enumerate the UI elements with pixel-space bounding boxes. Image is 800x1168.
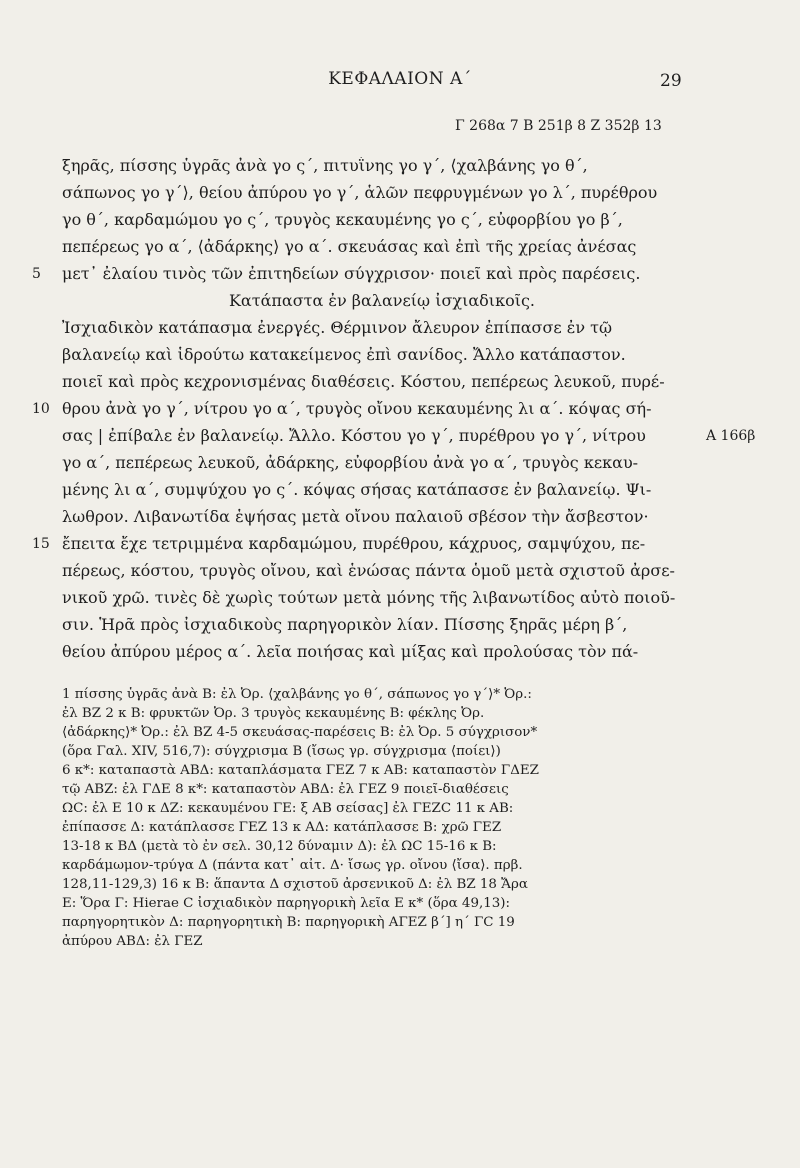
page-number: 29: [660, 71, 682, 91]
apparatus-line: ἀπύρου ΑΒΔ: ἐλ ΓΕΖ: [62, 934, 203, 949]
running-head-title: ΚΕΦΑΛΑΙΟΝ Α΄: [328, 69, 472, 89]
text-line: γο θ΄, καρδαμώμου γο ς΄, τρυγὸς κεκαυμένης γο ς΄, εὐφορβίου γο β΄,: [62, 211, 623, 229]
apparatus-line: 6 κ*: καταπαστὰ ΑΒΔ: καταπλάσματα ΓΕΖ 7 κ ΑΒ: καταπαστὸν ΓΔΕΖ: [62, 763, 539, 778]
text-line: πεπέρεως γο α΄, ⟨ἀδάρκης⟩ γο α΄. σκευάσας καὶ ἐπὶ τῆς χρείας ἀνέσας: [62, 238, 637, 256]
text-line: σάπωνος γο γ΄⟩, θείου ἀπύρου γο γ΄, ἁλῶν πεφρυγμένων γο λ΄, πυρέθρου: [62, 184, 658, 202]
line-number-5: 5: [32, 266, 41, 282]
apparatus-line: 13-18 κ ΒΔ (μετὰ τὸ ἐν σελ. 30,12 δύναμιν Δ): ἐλ ΩC 15-16 κ Β:: [62, 839, 497, 854]
apparatus-line: τῷ ΑΒΖ: ἐλ ΓΔΕ 8 κ*: καταπαστὸν ΑΒΔ: ἐλ ΓΕΖ 9 ποιεῖ-διαθέσεις: [62, 782, 509, 797]
line-number-15: 15: [32, 536, 50, 552]
apparatus-line: καρδάμωμον-τρύγα Δ (πάντα κατ᾽ αἰτ. Δ· ἴσως γρ. οἴνου ⟨ἴσα⟩. πρβ.: [62, 858, 523, 873]
apparatus-line: ἐλ ΒΖ 2 κ Β: φρυκτῶν Ὀρ. 3 τρυγὸς κεκαυμένης Β: φέκλης Ὀρ.: [62, 706, 485, 721]
apparatus-line: 1 πίσσης ὑγρᾶς ἀνὰ Β: ἐλ Ὀρ. ⟨χαλβάνης γο θ΄, σάπωνος γο γ΄⟩* Ὀρ.:: [62, 687, 532, 702]
section-heading: Κατάπαστα ἐν βαλανείῳ ἰσχιαδικοῖς.: [228, 292, 536, 310]
text-line: βαλανείῳ καὶ ἱδρούτω κατακείμενος ἐπὶ σανίδος. Ἄλλο κατάπαστον.: [62, 346, 626, 364]
apparatus-line: παρηγορητικὸν Δ: παρηγορητικὴ Β: παρηγορικὴ ΑΓΕΖ β΄] η΄ ΓC 19: [62, 915, 515, 930]
text-line: νικοῦ χρῶ. τινὲς δὲ χωρὶς τούτων μετὰ μόνης τῆς λιβανωτίδος αὐτὸ ποιοῦ-: [62, 589, 676, 607]
apparatus-line: 128,11-129,3) 16 κ Β: ἅπαντα Δ σχιστοῦ ἀρσενικοῦ Δ: ἐλ ΒΖ 18 Ἄρα: [62, 877, 528, 892]
apparatus-line: (ὅρα Γαλ. XIV, 516,7): σύγχρισμα Β (ἴσως γρ. σύγχρισμα ⟨ποίει⟩): [62, 744, 501, 759]
text-line: ξηρᾶς, πίσσης ὑγρᾶς ἀνὰ γο ς΄, πιτυΐνης γο γ΄, ⟨χαλβάνης γο θ΄,: [62, 157, 588, 175]
text-line: σιν. Ἡρᾶ πρὸς ἰσχιαδικοὺς παρηγορικὸν λίαν. Πίσσης ξηρᾶς μέρη β΄,: [62, 616, 628, 634]
apparatus-line: ἐπίπασσε Δ: κατάπλασσε ΓΕΖ 13 κ ΑΔ: κατάπλασσε Β: χρῶ ΓΕΖ: [62, 820, 502, 835]
text-line: Ἰσχιαδικὸν κατάπασμα ἐνεργές. Θέρμινον ἄλευρον ἐπίπασσε ἐν τῷ: [62, 319, 613, 337]
apparatus-line: ⟨ἀδάρκης⟩* Ὀρ.: ἐλ ΒΖ 4-5 σκευάσας-παρέσεις Β: ἐλ Ὀρ. 5 σύγχρισον*: [62, 725, 538, 740]
text-line: θείου ἀπύρου μέρος α΄. λεῖα ποιήσας καὶ μίξας καὶ προλούσας τὸν πά-: [62, 643, 639, 661]
margin-manuscript-ref: Α 166β: [706, 428, 756, 444]
text-line: μετ᾽ ἐλαίου τινὸς τῶν ἐπιτηδείων σύγχρισον· ποιεῖ καὶ πρὸς παρέσεις.: [62, 265, 641, 283]
manuscript-references: Γ 268α 7 Β 251β 8 Ζ 352β 13: [455, 118, 662, 134]
text-line: γο α΄, πεπέρεως λευκοῦ, ἀδάρκης, εὐφορβίου ἀνὰ γο α΄, τρυγὸς κεκαυ-: [62, 454, 639, 472]
text-line: λωθρον. Λιβανωτίδα ἑψήσας μετὰ οἴνου παλαιοῦ σβέσον τὴν ἄσβεστον·: [62, 508, 649, 526]
text-line: μένης λι α΄, συμψύχου γο ς΄. κόψας σήσας κατάπασσε ἐν βαλανείῳ. Ψι-: [62, 481, 652, 499]
text-line: σας | ἐπίβαλε ἐν βαλανείῳ. Ἄλλο. Κόστου γο γ΄, πυρέθρου γο γ΄, νίτρου: [62, 427, 646, 445]
line-number-10: 10: [32, 401, 50, 417]
apparatus-line: ΩC: ἐλ Ε 10 κ ΔΖ: κεκαυμένου ΓΕ: ξ ΑΒ σείσας] ἐλ ΓΕΖC 11 κ ΑΒ:: [62, 801, 514, 816]
text-line: ποιεῖ καὶ πρὸς κεχρονισμένας διαθέσεις. Κόστου, πεπέρεως λευκοῦ, πυρέ-: [62, 373, 665, 391]
apparatus-line: Ε: Ὅρα Γ: Hierae C ἰσχιαδικὸν παρηγορικὴ λεῖα Ε κ* (ὅρα 49,13):: [62, 896, 510, 911]
text-line: πέρεως, κόστου, τρυγὸς οἴνου, καὶ ἑνώσας πάντα ὁμοῦ μετὰ σχιστοῦ ἀρσε-: [62, 562, 675, 580]
text-line: ἔπειτα ἔχε τετριμμένα καρδαμώμου, πυρέθρου, κάχρυος, σαμψύχου, πε-: [62, 535, 646, 553]
text-line: θρου ἀνὰ γο γ΄, νίτρου γο α΄, τρυγὸς οἴνου κεκαυμένης λι α΄. κόψας σή-: [62, 400, 652, 418]
